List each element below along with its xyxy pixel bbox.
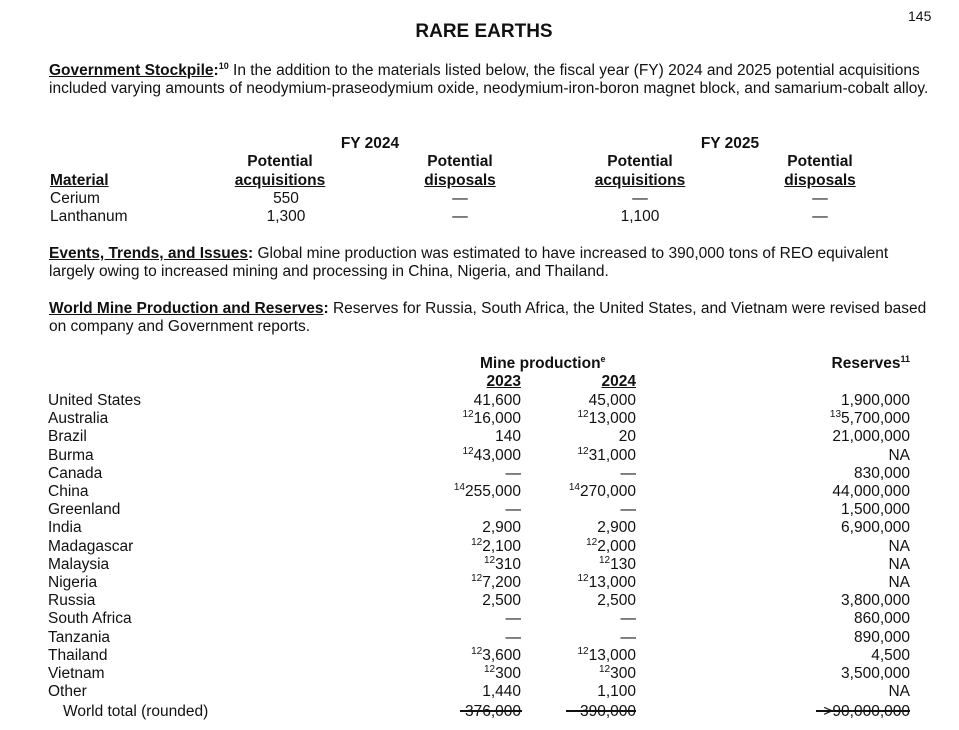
footnote-ref: 12 xyxy=(484,664,496,675)
reserves-value: NA xyxy=(888,556,910,573)
production-2023-value: 300 xyxy=(495,665,521,682)
country-name-value: Tanzania xyxy=(48,629,111,646)
fy2025-acq: — xyxy=(632,190,648,207)
production-2024-value: 2,900 xyxy=(597,519,636,536)
production-2023-value: 3,600 xyxy=(482,647,521,664)
col-material: Material xyxy=(50,172,109,189)
reserves xyxy=(780,574,910,592)
events-paragraph: Events, Trends, and Issues: Global mine production was estimated to have increased to 390,000 tons of REO equivalent largely owing to increased mining and processing in China, Nigeria, and Thailand. xyxy=(49,245,889,280)
footnote-ref: 12 xyxy=(599,555,611,566)
footnote-ref: 12 xyxy=(586,537,598,548)
footnote-ref: 12 xyxy=(577,573,589,584)
country-name-value: United States xyxy=(48,392,142,409)
production-2023 xyxy=(420,392,521,410)
production-2024 xyxy=(530,574,636,592)
production-2024-value: 31,000 xyxy=(588,447,636,464)
fy2025-disp: — xyxy=(812,190,828,207)
production-2023-value: 16,000 xyxy=(473,410,521,427)
footnote-ref: 12 xyxy=(577,646,589,657)
production-2023 xyxy=(420,629,521,647)
production-2024-value: — xyxy=(620,465,636,482)
stockpile-heading: Government Stockpile xyxy=(49,62,214,79)
country-name xyxy=(48,556,109,574)
production-2024 xyxy=(530,665,636,683)
mine-production-header: Mine production$^e$ xyxy=(480,354,606,372)
production-2024-value: 2,000 xyxy=(597,538,636,555)
country-name-value: Madagascar xyxy=(48,538,134,555)
production-2023-value: 140 xyxy=(495,428,521,445)
country-name xyxy=(48,665,105,683)
production-2024 xyxy=(530,410,636,428)
country-name-value: China xyxy=(48,483,89,500)
production-2023 xyxy=(420,538,521,556)
production-2024 xyxy=(530,519,636,537)
production-2023-value: 7,200 xyxy=(482,574,521,591)
footnote-ref: 12 xyxy=(577,409,589,420)
production-2024 xyxy=(530,683,636,701)
reserves xyxy=(780,501,910,519)
country-name xyxy=(48,647,107,665)
reserves-value: 1,500,000 xyxy=(841,501,910,518)
country-name xyxy=(48,574,97,592)
reserves-value: NA xyxy=(888,447,910,464)
production-2023 xyxy=(420,592,521,610)
reserves xyxy=(780,410,910,428)
country-name-value: India xyxy=(48,519,82,536)
material-name: Lanthanum xyxy=(50,208,128,225)
production-2024-value: — xyxy=(620,610,636,627)
world-total-2024: 390,000 xyxy=(579,703,636,720)
production-2024 xyxy=(530,428,636,446)
production-2023 xyxy=(420,447,521,465)
reserves xyxy=(780,665,910,683)
footnote-ref: 12 xyxy=(471,537,483,548)
reserves-header: Reserves$^{11}$ xyxy=(831,354,910,372)
production-2024-value: 20 xyxy=(618,428,636,445)
reserves-value: 4,500 xyxy=(871,647,910,664)
reserves-value: 1,900,000 xyxy=(841,392,910,409)
production-2024-value: 2,500 xyxy=(597,592,636,609)
stockpile-footnote: 10 xyxy=(218,61,229,71)
fy2024-acq: 1,300 xyxy=(266,208,306,225)
reserves-value: 3,500,000 xyxy=(841,665,910,682)
production-2024-value: 300 xyxy=(610,665,636,682)
reserves-value: 830,000 xyxy=(853,465,910,482)
production-2024 xyxy=(530,647,636,665)
country-name xyxy=(48,519,82,537)
production-2023-value: 2,900 xyxy=(482,519,521,536)
footnote-ref: 12 xyxy=(484,555,496,566)
production-2023 xyxy=(420,410,521,428)
production-2024-value: 130 xyxy=(610,556,636,573)
world-total-label: World total (rounded) xyxy=(63,703,209,720)
fy2024-disp: — xyxy=(452,208,468,225)
production-2023 xyxy=(420,519,521,537)
production-2023 xyxy=(420,465,521,483)
footnote-ref: 14 xyxy=(453,482,465,493)
production-2023-value: 41,600 xyxy=(473,392,521,409)
country-name-value: Russia xyxy=(48,592,96,609)
footnote-ref: 14 xyxy=(568,482,580,493)
country-name xyxy=(48,465,102,483)
col-potential: Potential xyxy=(787,153,853,170)
world-total-2023: 376,000 xyxy=(464,703,521,720)
country-name xyxy=(48,683,87,701)
footnote-ref: 12 xyxy=(462,446,474,457)
reserves-value: 21,000,000 xyxy=(832,428,910,445)
production-2024 xyxy=(530,556,636,574)
world-text: Reserves for Russia, South Africa, the United States, and Vietnam were revised based on company and Government reports. xyxy=(49,300,927,335)
year-2023-header: 2023 xyxy=(486,373,521,390)
country-name xyxy=(48,428,87,446)
production-2023 xyxy=(420,501,521,519)
reserves-value: NA xyxy=(888,683,910,700)
production-2023-value: 2,100 xyxy=(482,538,521,555)
reserves xyxy=(780,629,910,647)
reserves xyxy=(780,519,910,537)
col-potential: Potential xyxy=(607,153,673,170)
mine-production-note: e xyxy=(600,354,606,364)
production-2024 xyxy=(530,501,636,519)
world-heading: World Mine Production and Reserves xyxy=(49,300,324,317)
country-name-value: Australia xyxy=(48,410,109,427)
events-text: Global mine production was estimated to have increased to 390,000 tons of REO equivalent largely owing to increased mining and processing in China, Nigeria, and Thailand. xyxy=(49,245,889,280)
reserves-value: 3,800,000 xyxy=(841,592,910,609)
country-name-value: South Africa xyxy=(48,610,132,627)
country-name-value: Nigeria xyxy=(48,574,98,591)
footnote-ref: 12 xyxy=(462,409,474,420)
production-2024-value: 13,000 xyxy=(588,647,636,664)
footnote-ref: 12 xyxy=(599,664,611,675)
footnote-ref: 12 xyxy=(471,573,483,584)
production-2024 xyxy=(530,538,636,556)
reserves xyxy=(780,483,910,501)
reserves-value: 860,000 xyxy=(853,610,910,627)
country-name-value: Thailand xyxy=(48,647,108,664)
production-2024-value: 13,000 xyxy=(588,574,636,591)
fy2024-label: FY 2024 xyxy=(340,135,400,152)
production-2023 xyxy=(420,556,521,574)
reserves xyxy=(780,610,910,628)
country-name-value: Burma xyxy=(48,447,94,464)
reserves xyxy=(780,647,910,665)
reserves xyxy=(780,683,910,701)
reserves xyxy=(780,556,910,574)
year-2024-header: 2024 xyxy=(601,373,636,390)
reserves-value: NA xyxy=(888,538,910,555)
production-2023 xyxy=(420,683,521,701)
production-2024 xyxy=(530,465,636,483)
production-2023-value: 43,000 xyxy=(473,447,521,464)
production-2024-value: 1,100 xyxy=(597,683,636,700)
production-2023-value: — xyxy=(505,610,521,627)
production-2024-value: 13,000 xyxy=(588,410,636,427)
col-disposals: disposals xyxy=(424,172,496,189)
footnote-ref: 12 xyxy=(577,446,589,457)
reserves-value: 44,000,000 xyxy=(832,483,910,500)
reserves xyxy=(780,392,910,410)
country-name-value: Other xyxy=(48,683,87,700)
country-name xyxy=(48,392,141,410)
material-name: Cerium xyxy=(50,190,100,207)
reserves-value: NA xyxy=(888,574,910,591)
footnote-ref: 12 xyxy=(471,646,483,657)
production-2023 xyxy=(420,428,521,446)
reserves xyxy=(780,465,910,483)
production-2024 xyxy=(530,483,636,501)
col-potential: Potential xyxy=(247,153,313,170)
reserves-value: 6,900,000 xyxy=(841,519,910,536)
production-2024-value: 270,000 xyxy=(579,483,636,500)
reserves-value: 5,700,000 xyxy=(841,410,910,427)
fy2025-label: FY 2025 xyxy=(700,135,760,152)
production-2023 xyxy=(420,665,521,683)
col-potential: Potential xyxy=(427,153,493,170)
footnote-ref: 13 xyxy=(829,409,842,420)
country-name xyxy=(48,629,110,647)
country-name xyxy=(48,410,108,428)
country-name xyxy=(48,501,120,519)
production-2023-value: — xyxy=(505,465,521,482)
reserves xyxy=(780,592,910,610)
fy2025-disp: — xyxy=(812,208,828,225)
page-title: RARE EARTHS xyxy=(415,21,553,42)
fy2024-acq: 550 xyxy=(273,190,299,207)
world-paragraph: World Mine Production and Reserves: Reserves for Russia, South Africa, the United States, and Vietnam were revised based on company and Government reports. xyxy=(49,300,927,335)
col-disposals: disposals xyxy=(784,172,856,189)
production-2023 xyxy=(420,574,521,592)
events-heading: Events, Trends, and Issues xyxy=(49,245,248,262)
world-total-reserves: >90,000,000 xyxy=(823,703,910,720)
reserves xyxy=(780,428,910,446)
production-2024-value: — xyxy=(620,629,636,646)
production-2024 xyxy=(530,447,636,465)
production-2023-value: 2,500 xyxy=(482,592,521,609)
production-2023 xyxy=(420,483,521,501)
country-name-value: Vietnam xyxy=(48,665,105,682)
production-2024 xyxy=(530,629,636,647)
production-2024 xyxy=(530,592,636,610)
stockpile-text: In the addition to the materials listed below, the fiscal year (FY) 2024 and 2025 potential acquisitions included varying amounts of neodymium-praseodymium oxide, neodymium-iron-boron magnet block, and samarium-cobalt alloy. xyxy=(49,62,929,97)
production-2024 xyxy=(530,610,636,628)
page-number: 145 xyxy=(908,8,932,24)
country-name xyxy=(48,483,89,501)
col-acquisitions: acquisitions xyxy=(234,172,326,189)
production-2024-value: 45,000 xyxy=(588,392,636,409)
country-name xyxy=(48,610,132,628)
country-name xyxy=(48,538,133,556)
country-name-value: Canada xyxy=(48,465,103,482)
reserves-value: 890,000 xyxy=(853,629,910,646)
production-2023-value: — xyxy=(505,629,521,646)
reserves-note: 11 xyxy=(900,354,910,364)
production-2023 xyxy=(420,610,521,628)
country-name xyxy=(48,447,94,465)
country-name xyxy=(48,592,95,610)
fy2024-disp: — xyxy=(452,190,468,207)
reserves xyxy=(780,447,910,465)
production-2023-value: 310 xyxy=(495,556,521,573)
reserves xyxy=(780,538,910,556)
country-name-value: Greenland xyxy=(48,501,121,518)
fy2025-acq: 1,100 xyxy=(620,208,660,225)
production-2024 xyxy=(530,392,636,410)
production-2023-value: 1,440 xyxy=(482,683,521,700)
stockpile-paragraph: Government Stockpile:$^{10}$ In the addition to the materials listed below, the fiscal year (FY) 2024 and 2025 potential acquisitions included varying amounts of neodymium-praseodymium oxide, neodymium-iron-boron magnet block, and samarium-cobalt alloy. xyxy=(49,61,929,97)
production-2023-value: 255,000 xyxy=(464,483,521,500)
country-name-value: Malaysia xyxy=(48,556,110,573)
production-2023-value: — xyxy=(505,501,521,518)
production-2023 xyxy=(420,647,521,665)
production-2024-value: — xyxy=(620,501,636,518)
col-acquisitions: acquisitions xyxy=(594,172,686,189)
country-name-value: Brazil xyxy=(48,428,87,445)
